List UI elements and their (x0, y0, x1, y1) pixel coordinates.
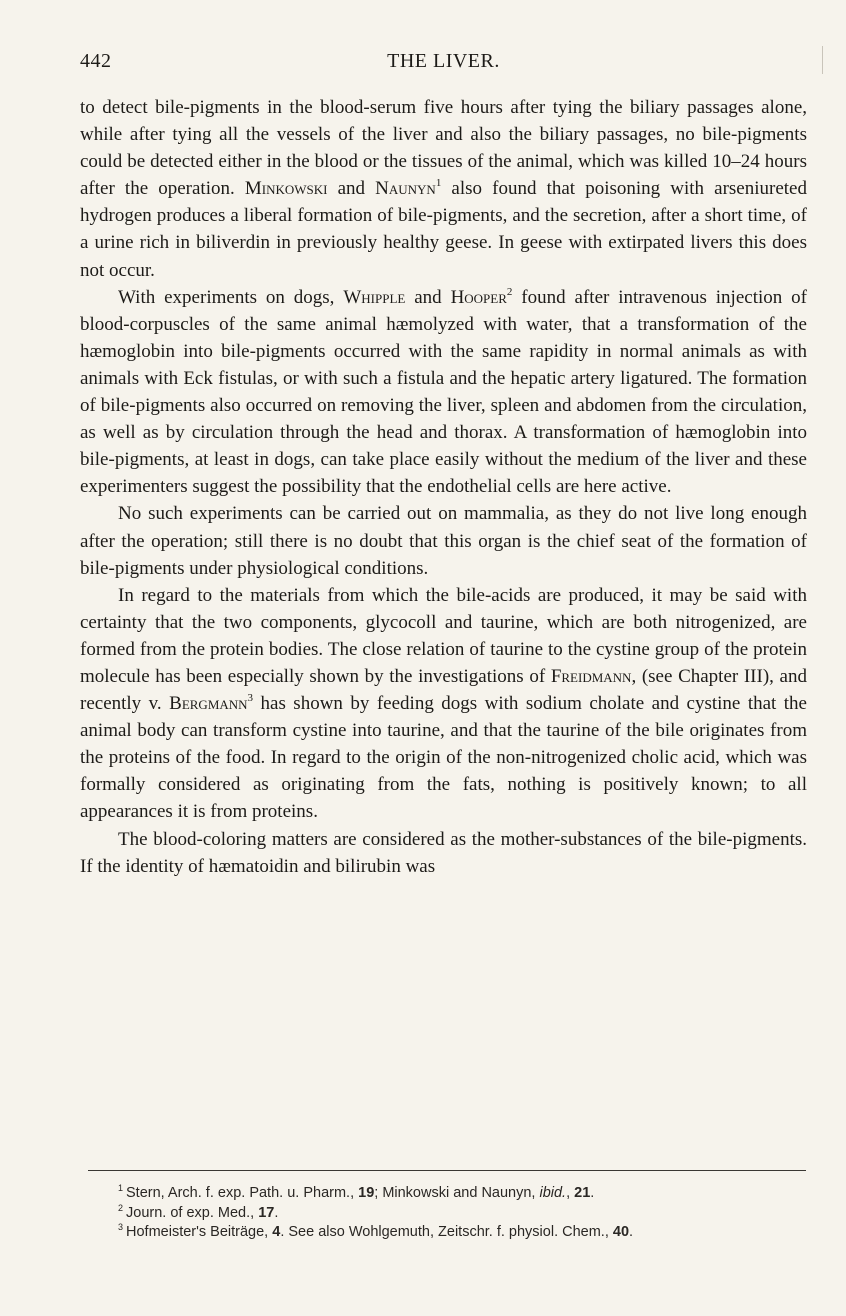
running-head (80, 50, 807, 76)
text-run: also found that poisoning with arseniureted hydrogen produces a liberal formation of bile-pigments, and the secretion, after a short time, of a urine rich in biliverdin in previously healthy geese. In geese with extirpated livers this does not occur. (80, 178, 807, 281)
footnote-number: 1 (118, 1183, 124, 1193)
paragraph (80, 582, 807, 826)
paragraph (80, 94, 807, 284)
italic-text: ibid. (539, 1185, 567, 1201)
volume-number: 19 (358, 1185, 375, 1201)
author-name: Whipple (343, 286, 406, 308)
text-run: ; Minkowski and Naunyn, (374, 1185, 540, 1201)
author-name: Hooper (450, 286, 507, 308)
page-edge-mark (822, 46, 823, 74)
author-name: Bergmann (169, 693, 248, 715)
text-run: and (405, 286, 451, 308)
text-run: . (590, 1185, 595, 1201)
text-run: Stern, Arch. f. exp. Path. u. Pharm., (126, 1185, 359, 1201)
page-number: 442 (80, 50, 112, 72)
paragraph (80, 826, 807, 880)
volume-number: 17 (258, 1204, 275, 1221)
author-name: Naunyn (375, 178, 436, 200)
text-run: No such experiments can be carried out on mammalia, as they do not live long enough after the operation; still there is no doubt that this organ is the chief seat of the formation of bile-pigments under physiological conditions. (80, 503, 807, 579)
footnote (118, 1204, 808, 1224)
text-run: Journ. of exp. Med., (126, 1204, 259, 1221)
footnote (118, 1184, 808, 1204)
text-run: . (629, 1224, 634, 1240)
text-run: to detect bile-pigments in the blood-serum five hours after tying the biliary passages alone, while after tying all the vessels of the liver and also the biliary passages, no bile-pigments could be detected either in the blood or the tissues of the animal, which was killed 10–24 hours after the operation. (80, 97, 807, 200)
footnote-number: 2 (118, 1202, 124, 1213)
text-run: and (327, 178, 376, 200)
text-run: Hofmeister's Beiträge, (126, 1224, 273, 1240)
text-run: , (566, 1185, 575, 1201)
footnote (118, 1223, 808, 1243)
footnote-rule (88, 1170, 806, 1171)
text-run: , (see Chapter III), and recently v. (80, 665, 807, 715)
footnote-ref: 1 (435, 177, 442, 190)
footnote-ref: 3 (247, 692, 254, 705)
text-run: found after intravenous injection of blood-corpuscles of the same animal hæmolyzed with water, that a transformation of the hæmoglobin into bile-pigments occurred with the same rapidity in normal animals as with animals with Eck fistulas, or with such a fistula and the hepatic artery ligatured. The formation of bile-pigments also occurred on removing the liver, spleen and abdomen from the circulation, as well as by circulation through the head and thorax. A transformation of hæmoglobin into bile-pigments, at least in dogs, can take place easily without the medium of the liver and these experimenters suggest the possibility that the endothelial cells are here active. (80, 286, 807, 498)
paragraph (80, 500, 807, 581)
volume-number: 40 (612, 1224, 630, 1240)
text-run: In regard to the materials from which the bile-acids are produced, it may be said with certainty that the two components, glycocoll and taurine, which are both nitrogenized, are formed from the protein bodies. The close relation of taurine to the cystine group of the protein molecule has been especially shown by the investigations of (80, 584, 807, 687)
volume-number: 4 (272, 1224, 281, 1240)
running-title: THE LIVER. (387, 50, 500, 72)
text-run: has shown by feeding dogs with sodium cholate and cystine that the animal body can transform cystine into taurine, and that the taurine of the bile originates from the proteins of the food. In regard to the origin of the non-nitrogenized cholic acid, which was formally considered as originating from the fats, nothing is positively known; to all appearances it is from proteins. (80, 693, 807, 823)
body-text (80, 94, 807, 880)
text-run: The blood-coloring matters are considered as the mother-substances of the bile-pigments. If the identity of hæmatoidin and bilirubin was (80, 828, 807, 877)
volume-number: 21 (574, 1185, 591, 1201)
author-name: Minkowski (244, 178, 328, 200)
text-run: . See also Wohlgemuth, Zeitschr. f. physiol. Chem., (280, 1224, 613, 1240)
footnote-ref: 2 (506, 285, 513, 298)
author-name: Freidmann (550, 665, 632, 687)
text-run: With experiments on dogs, (118, 286, 344, 308)
footnotes (118, 1184, 808, 1243)
text-run: . (274, 1204, 279, 1221)
footnote-number: 3 (118, 1222, 124, 1232)
paragraph (80, 284, 807, 501)
